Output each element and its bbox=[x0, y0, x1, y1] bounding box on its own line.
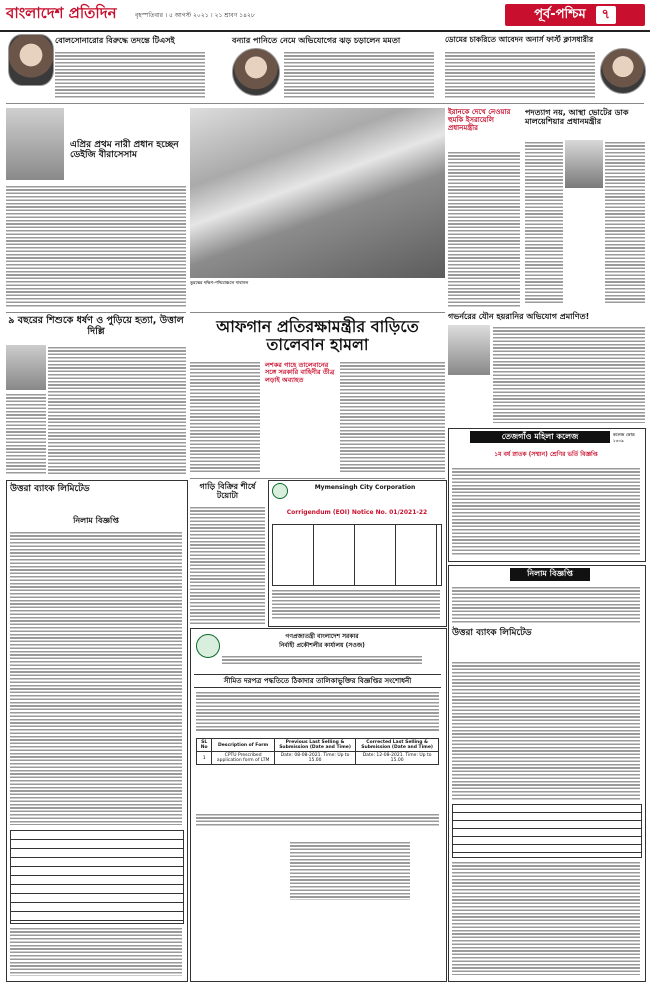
uttara-right-table bbox=[452, 804, 642, 858]
corrigendum-org: Mymensingh City Corporation bbox=[314, 484, 416, 491]
uttara-right-title: উত্তরা ব্যাংক লিমিটেড bbox=[452, 628, 532, 638]
story-body-mamata bbox=[284, 50, 434, 98]
afghan-pull-quote: লশকর গাহে তালেবানের সঙ্গে সরকারি বাহিনীর তীব্র লড়াই অব্যাহত bbox=[265, 361, 335, 384]
td-sl: 1 bbox=[197, 752, 212, 765]
th-sl: SL No bbox=[197, 739, 212, 752]
uttara-right-body bbox=[452, 660, 640, 800]
divider bbox=[6, 312, 186, 313]
uttara-left-title: উত্তরা ব্যাংক লিমিটেড bbox=[10, 484, 90, 494]
section-title: পূর্ব-পশ্চিম bbox=[534, 6, 586, 22]
gov-table-header bbox=[197, 739, 439, 752]
gov-body bbox=[196, 690, 439, 732]
gov-footnote bbox=[196, 812, 439, 827]
malaysia-pm-photo bbox=[565, 140, 603, 188]
gov-table bbox=[196, 738, 439, 765]
gov-banner: সীমিত দরপত্র পদ্ধতিতে ঠিকাদার তালিকাভুক্তির বিজ্ঞপ্তির সংশোধনী bbox=[194, 674, 441, 688]
story-body-malaysia-2 bbox=[605, 140, 645, 305]
headline-mamata: বন্যার পানিতে নেমে অভিযোগের ঝড় চড়ালেন মমতা bbox=[232, 36, 401, 45]
story-body-malaysia-1 bbox=[525, 140, 563, 305]
headline-iran: ইরানকে দেখে নেওয়ার হুমকি ইসরায়েলি প্রধানমন্ত্রীর bbox=[448, 108, 511, 133]
college-ad-body bbox=[452, 466, 640, 556]
uttara-left-sub: নিলাম বিজ্ঞপ্তি bbox=[73, 516, 119, 525]
corrigendum-footer bbox=[272, 588, 440, 620]
uttara-left-footer bbox=[10, 926, 182, 976]
headline-daisy: এপ্রির প্রথম নারী প্রধান হচ্ছেন ডেইজি বীরাসেসাম bbox=[70, 140, 179, 161]
headline-bolsonaro: বোলসোনারোর বিরুদ্ধে তদন্তে টিএসই bbox=[55, 36, 175, 45]
headline-delhi: ৯ বছরের শিশুকে ধর্ষণ ও পুড়িয়ে হত্যা, উত্তাল দিল্লি bbox=[8, 315, 184, 337]
story-body-iran bbox=[448, 150, 520, 308]
td-desc: CPTU Prescribed application form of LTM bbox=[212, 752, 274, 765]
story-body-delhi-2 bbox=[6, 392, 46, 475]
uttara-left-body bbox=[10, 530, 182, 825]
caption-lead: তুরস্কের দক্ষিণ-পশ্চিমাঞ্চলে দাবানল bbox=[190, 280, 249, 285]
headline-cuomo: গভর্নরের যৌন হয়রানির অভিযোগ প্রমাণিত! bbox=[448, 312, 590, 321]
college-ad-title: তেজগাঁও মহিলা কলেজ bbox=[470, 431, 610, 443]
uttara-right-footer bbox=[452, 860, 640, 975]
photo-caption bbox=[190, 280, 445, 306]
story-body-dom-job bbox=[445, 50, 595, 98]
college-ad-subtitle: ১ম বর্ষ স্নাতক (সম্মান) শ্রেণির ভর্তি বিজ্ঞপ্তি bbox=[494, 451, 598, 458]
gov-title: গণপ্রজাতন্ত্রী বাংলাদেশ সরকার bbox=[285, 633, 359, 640]
th-corr: Corrected Last Selling & Submission (Date and Time) bbox=[356, 739, 439, 752]
story-body-afghan-2 bbox=[340, 360, 445, 474]
corrigendum-table bbox=[272, 524, 442, 586]
gov-office: নির্বাহী প্রকৌশলীর কার্যালয় (সওজ) bbox=[279, 642, 365, 649]
newspaper-logo: বাংলাদেশ প্রতিদিন bbox=[6, 4, 117, 22]
divider bbox=[6, 103, 644, 104]
niyog-title: নিলাম বিজ্ঞপ্তি bbox=[510, 568, 590, 581]
td-prev: Date: 08-08-2021. Time: Up to 15.00 bbox=[274, 752, 355, 765]
headline-afghan: আফগান প্রতিরক্ষামন্ত্রীর বাড়িতে তালেবান হামলা bbox=[216, 317, 419, 355]
page-number: ৭ bbox=[596, 6, 616, 24]
story-body-delhi bbox=[48, 345, 186, 475]
woman-photo bbox=[600, 48, 646, 94]
headline-malaysia: পদত্যাগ নয়, আস্থা ভোটের ডাক মালয়েশিয়ার প্রধানমন্ত্রীর bbox=[525, 108, 629, 127]
mamata-photo bbox=[232, 48, 280, 96]
td-corr: Date: 12-08-2021. Time: Up to 15.00 bbox=[356, 752, 439, 765]
niyog-body bbox=[452, 585, 640, 623]
headline-car: গাড়ি বিক্রির শীর্ষে টয়োটা bbox=[199, 482, 256, 501]
table-row bbox=[197, 752, 439, 765]
wildfire-photo bbox=[190, 108, 445, 278]
divider bbox=[190, 478, 445, 479]
corrigendum-title: Corrigendum (EOI) Notice No. 01/2021-22 bbox=[286, 509, 428, 516]
delhi-photo bbox=[6, 345, 46, 390]
college-code: কলেজ কোড ১৩০৯ bbox=[613, 432, 635, 443]
headline-dom-job: ডোমের চাকরিতে আবেদন অনার্স ফার্স্ট ক্লাসধারীর bbox=[445, 35, 594, 44]
gov-signature-block bbox=[290, 840, 410, 900]
story-body-afghan-1 bbox=[190, 360, 260, 474]
story-body-daisy bbox=[6, 184, 186, 308]
section-banner bbox=[505, 4, 645, 26]
govt-seal bbox=[196, 634, 220, 658]
bolsonaro-photo bbox=[8, 34, 54, 86]
th-desc: Description of Form bbox=[212, 739, 274, 752]
divider bbox=[190, 312, 445, 313]
city-corporation-seal bbox=[272, 483, 288, 499]
th-prev: Previous Last Selling & Submission (Date and Time) bbox=[274, 739, 355, 752]
cuomo-photo bbox=[448, 325, 490, 375]
daisy-photo bbox=[6, 108, 64, 180]
story-body-bolsonaro bbox=[55, 50, 205, 98]
uttara-left-table bbox=[10, 830, 184, 924]
gov-address bbox=[222, 654, 422, 664]
issue-date: বৃহস্পতিবার । ৫ আগস্ট ২০২১ । ২১ শ্রাবণ ১৪২৮ bbox=[135, 12, 255, 19]
story-body-cuomo bbox=[493, 325, 645, 423]
story-body-car bbox=[190, 505, 265, 625]
